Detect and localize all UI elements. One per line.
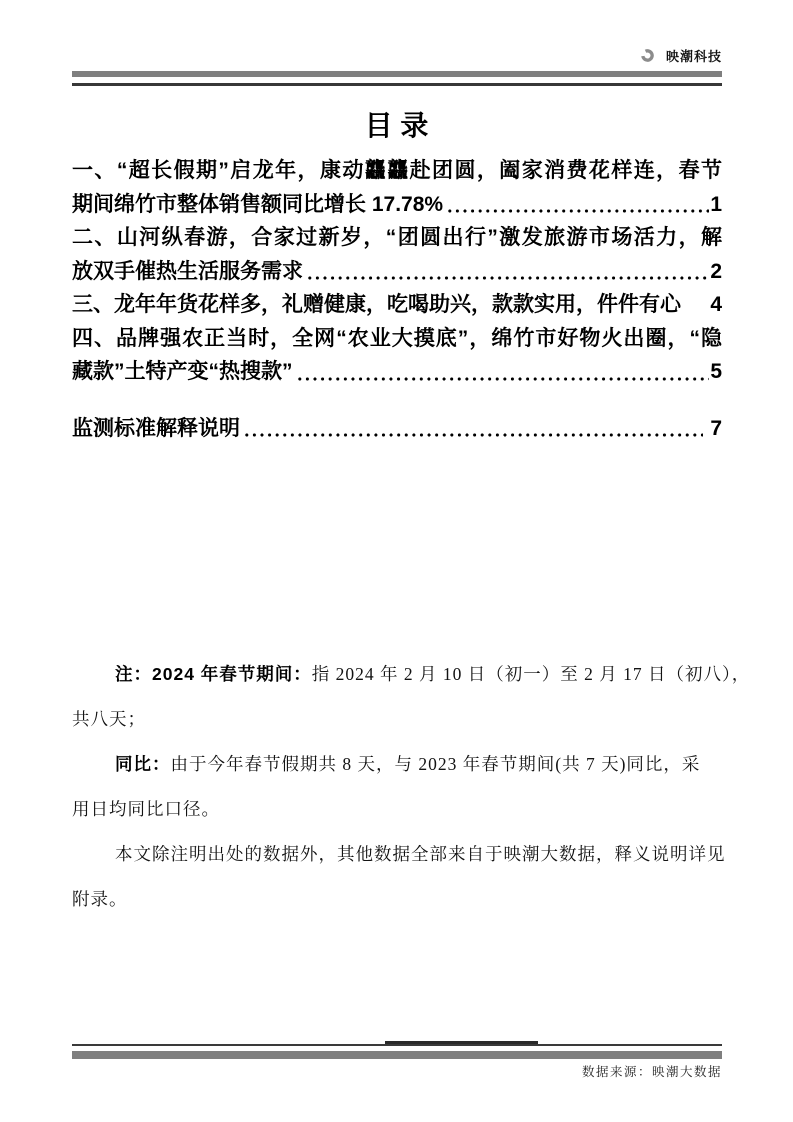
note-line (72, 832, 724, 877)
toc-entry-text: 三、龙年年货花样多，礼赠健康，吃喝助兴，款款实用，件件有心 (72, 293, 681, 316)
dot-leader (243, 412, 703, 446)
note-text: 由于今年春节假期共 8 天，与 2023 年春节期间(共 7 天)同比，采 (170, 754, 701, 774)
toc-entry-appendix[interactable] (72, 412, 722, 446)
toc-entry-3[interactable] (72, 288, 722, 322)
toc-page-number: 7 (710, 416, 722, 440)
space-leader (684, 288, 709, 322)
toc-entry-text: 藏款”土特产变“热搜款” (72, 360, 293, 383)
note-line (72, 787, 724, 832)
note-line (72, 652, 751, 697)
toc-entry-text: 四、品牌强农正当时，全网“农业大摸底”，绵竹市好物火出圈，“隐 (72, 326, 722, 350)
toc-entry-1-line-1[interactable] (72, 154, 722, 188)
brand-swirl-icon (641, 49, 654, 62)
note-text: 附录。 (72, 889, 128, 909)
page-title: 目 录 (364, 110, 429, 141)
toc-entry-text: 期间绵竹市整体销售额同比增长 17.78% (72, 192, 444, 216)
header-rule-thick (72, 71, 722, 77)
note-bold-label: 同比： (115, 754, 171, 774)
toc-page-number: 5 (710, 360, 722, 383)
toc-page-number: 2 (710, 259, 722, 283)
note-text: 用日均同比口径。 (72, 799, 220, 819)
note-line (72, 697, 724, 742)
toc-entry-4-line-2[interactable] (72, 355, 722, 389)
footer-rule-thick (72, 1051, 722, 1059)
table-of-contents (72, 154, 722, 445)
toc-page-number: 1 (710, 192, 722, 216)
note-line (72, 742, 724, 787)
toc-entry-1-line-2[interactable] (72, 188, 722, 222)
toc-entry-2-line-1[interactable] (72, 221, 722, 255)
header-rule-thin (72, 83, 722, 86)
notes-section (72, 652, 751, 922)
note-bold-label: 注：2024 年春节期间： (115, 664, 312, 684)
toc-entry-text: 二、山河纵春游，合家过新岁，“团圆出行”激发旅游市场活力，解 (72, 226, 722, 249)
note-text: 指 2024 年 2 月 10 日（初一）至 2 月 17 日（初八）， (311, 664, 751, 684)
toc-entry-text: 一、“超长假期”启龙年，康动龘龘赴团圆，阖家消费花样连，春节 (72, 159, 722, 182)
toc-entry-text: 放双手催热生活服务需求 (72, 259, 303, 283)
toc-entry-text: 监测标准解释说明 (72, 416, 240, 440)
toc-page-number: 4 (710, 293, 722, 316)
note-line (72, 877, 724, 922)
footer-rule-thin (72, 1044, 722, 1046)
header-brand (641, 46, 722, 65)
footer-data-source: 数据来源：映潮大数据 (581, 1065, 722, 1079)
note-text: 本文除注明出处的数据外，其他数据全部来自于映潮大数据，释义说明详见 (115, 844, 726, 864)
dot-leader (306, 255, 709, 289)
dot-leader (446, 188, 709, 222)
toc-entry-4-line-1[interactable] (72, 322, 722, 356)
dot-leader (296, 355, 710, 389)
brand-name: 映潮科技 (665, 49, 722, 64)
toc-entry-2-line-2[interactable] (72, 255, 722, 289)
note-text: 共八天； (72, 709, 146, 729)
